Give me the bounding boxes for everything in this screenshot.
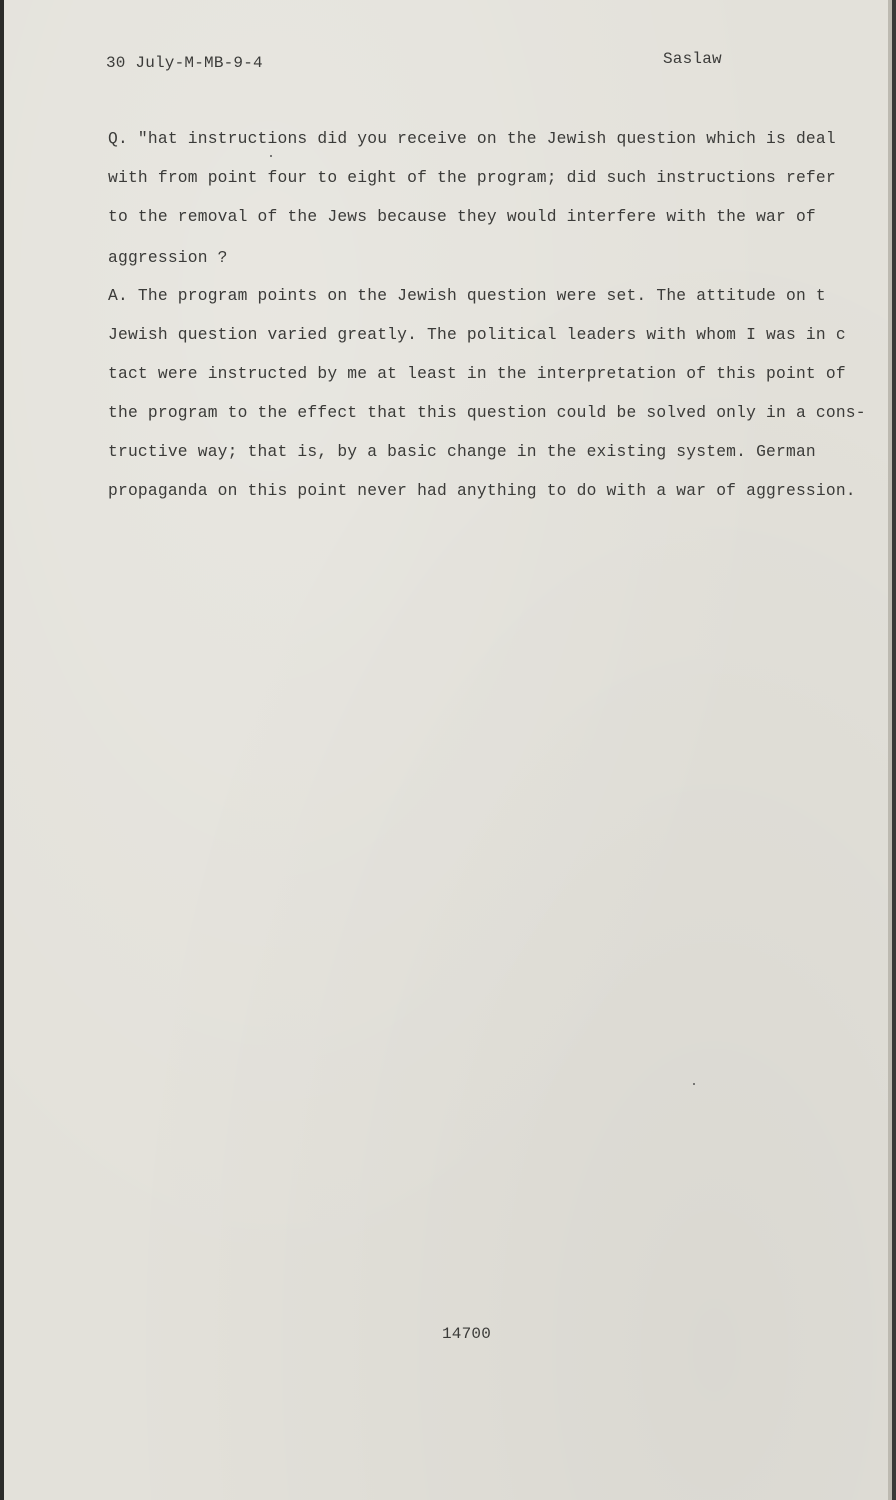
paper-speck — [270, 155, 272, 157]
paper-speck — [693, 1083, 695, 1085]
text-line: propaganda on this point never had anything to do with a war of aggression. — [108, 481, 856, 500]
text-line: aggression ? — [108, 248, 228, 267]
text-line: tact were instructed by me at least in the interpretation of this point of — [108, 364, 846, 383]
text-line: to the removal of the Jews because they would interfere with the war of — [108, 207, 816, 226]
document-page — [4, 0, 892, 1500]
text-line: the program to the effect that this question could be solved only in a cons- — [108, 403, 866, 422]
text-line: with from point four to eight of the program; did such instructions refer — [108, 168, 836, 187]
text-line: Q. "hat instructions did you receive on the Jewish question which is deal — [108, 129, 836, 148]
text-line: A. The program points on the Jewish question were set. The attitude on t — [108, 286, 826, 305]
text-line: tructive way; that is, by a basic change in the existing system. German — [108, 442, 816, 461]
page-edge-right — [888, 0, 892, 1500]
speaker-name: Saslaw — [663, 50, 722, 68]
document-reference: 30 July-M-MB-9-4 — [106, 54, 263, 72]
text-line: Jewish question varied greatly. The political leaders with whom I was in c — [108, 325, 846, 344]
page-number: 14700 — [442, 1325, 492, 1343]
